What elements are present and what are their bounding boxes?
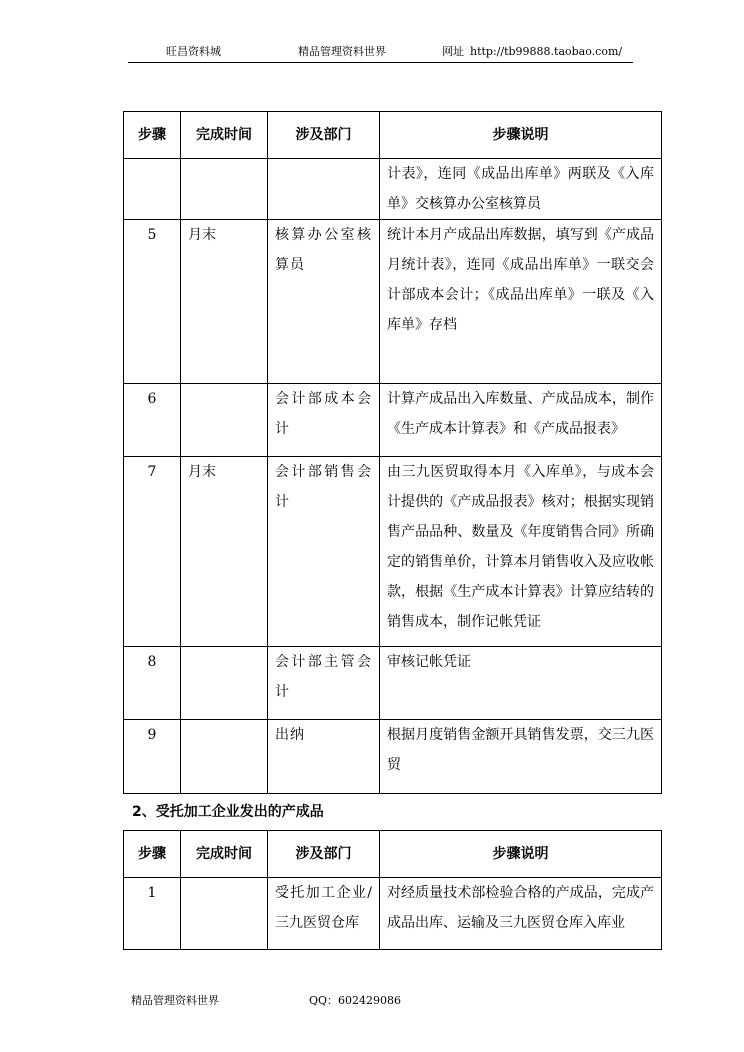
steps-table-1 — [123, 111, 662, 794]
steps-table-2 — [123, 830, 662, 950]
header-url-label: 网址 — [442, 45, 464, 58]
col-desc-header: 步骤说明 — [380, 831, 662, 878]
step-time — [181, 647, 268, 720]
col-time-header: 完成时间 — [181, 831, 268, 878]
step-time — [181, 878, 268, 950]
step-number — [124, 159, 181, 220]
step-time: 月末 — [181, 220, 268, 384]
step-number: 7 — [124, 457, 181, 647]
table-row — [124, 720, 662, 794]
step-desc: 由三九医贸取得本月《入库单》，与成本会计提供的《产成品报表》核对；根据实现销售产品品种、数量及《年度销售合同》所确定的销售单价，计算本月销售收入及应收帐款，根据《生产成本计算表》计算应结转的销售成本，制作记帐凭证 — [380, 457, 662, 647]
table-row — [124, 220, 662, 384]
page-header — [128, 44, 633, 63]
step-desc: 根据月度销售金额开具销售发票，交三九医贸 — [380, 720, 662, 794]
step-number: 5 — [124, 220, 181, 384]
step-time: 月末 — [181, 457, 268, 647]
step-dept: 会计部成本会计 — [268, 384, 380, 457]
step-desc: 审核记帐凭证 — [380, 647, 662, 720]
footer-world: 精品管理资料世界 — [131, 994, 219, 1007]
table-header-row — [124, 112, 662, 159]
step-number: 8 — [124, 647, 181, 720]
step-time — [181, 159, 268, 220]
table-row — [124, 647, 662, 720]
header-world: 精品管理资料世界 — [298, 45, 386, 58]
step-desc: 统计本月产成品出库数据，填写到《产成品月统计表》，连同《成品出库单》一联交会计部成本会计；《成品出库单》一联及《入库单》存档 — [380, 220, 662, 384]
step-number: 1 — [124, 878, 181, 950]
header-url-link[interactable]: http://tb99888.taobao.com/ — [470, 45, 623, 58]
step-dept: 会计部销售会计 — [268, 457, 380, 647]
step-dept — [268, 159, 380, 220]
col-desc-header: 步骤说明 — [380, 112, 662, 159]
step-number: 6 — [124, 384, 181, 457]
col-dept-header: 涉及部门 — [268, 831, 380, 878]
table-header-row — [124, 831, 662, 878]
table-row — [124, 878, 662, 950]
step-time — [181, 720, 268, 794]
col-time-header: 完成时间 — [181, 112, 268, 159]
step-time — [181, 384, 268, 457]
table-row — [124, 457, 662, 647]
header-site: 旺昌资料城 — [166, 45, 221, 58]
step-dept: 核算办公室核算员 — [268, 220, 380, 384]
step-desc: 计表》，连同《成品出库单》两联及《入库单》交核算办公室核算员 — [380, 159, 662, 220]
footer-qq: QQ：602429086 — [309, 994, 402, 1007]
col-step-header: 步骤 — [124, 112, 181, 159]
table-row — [124, 159, 662, 220]
step-dept: 受托加工企业/三九医贸仓库 — [268, 878, 380, 950]
table-row — [124, 384, 662, 457]
step-desc: 计算产成品出入库数量、产成品成本，制作《生产成本计算表》和《产成品报表》 — [380, 384, 662, 457]
step-desc: 对经质量技术部检验合格的产成品，完成产成品出库、运输及三九医贸仓库入库业 — [380, 878, 662, 950]
col-step-header: 步骤 — [124, 831, 181, 878]
step-dept: 会计部主管会计 — [268, 647, 380, 720]
step-dept: 出纳 — [268, 720, 380, 794]
col-dept-header: 涉及部门 — [268, 112, 380, 159]
step-number: 9 — [124, 720, 181, 794]
section-2-title: 2、受托加工企业发出的产成品 — [132, 804, 324, 820]
